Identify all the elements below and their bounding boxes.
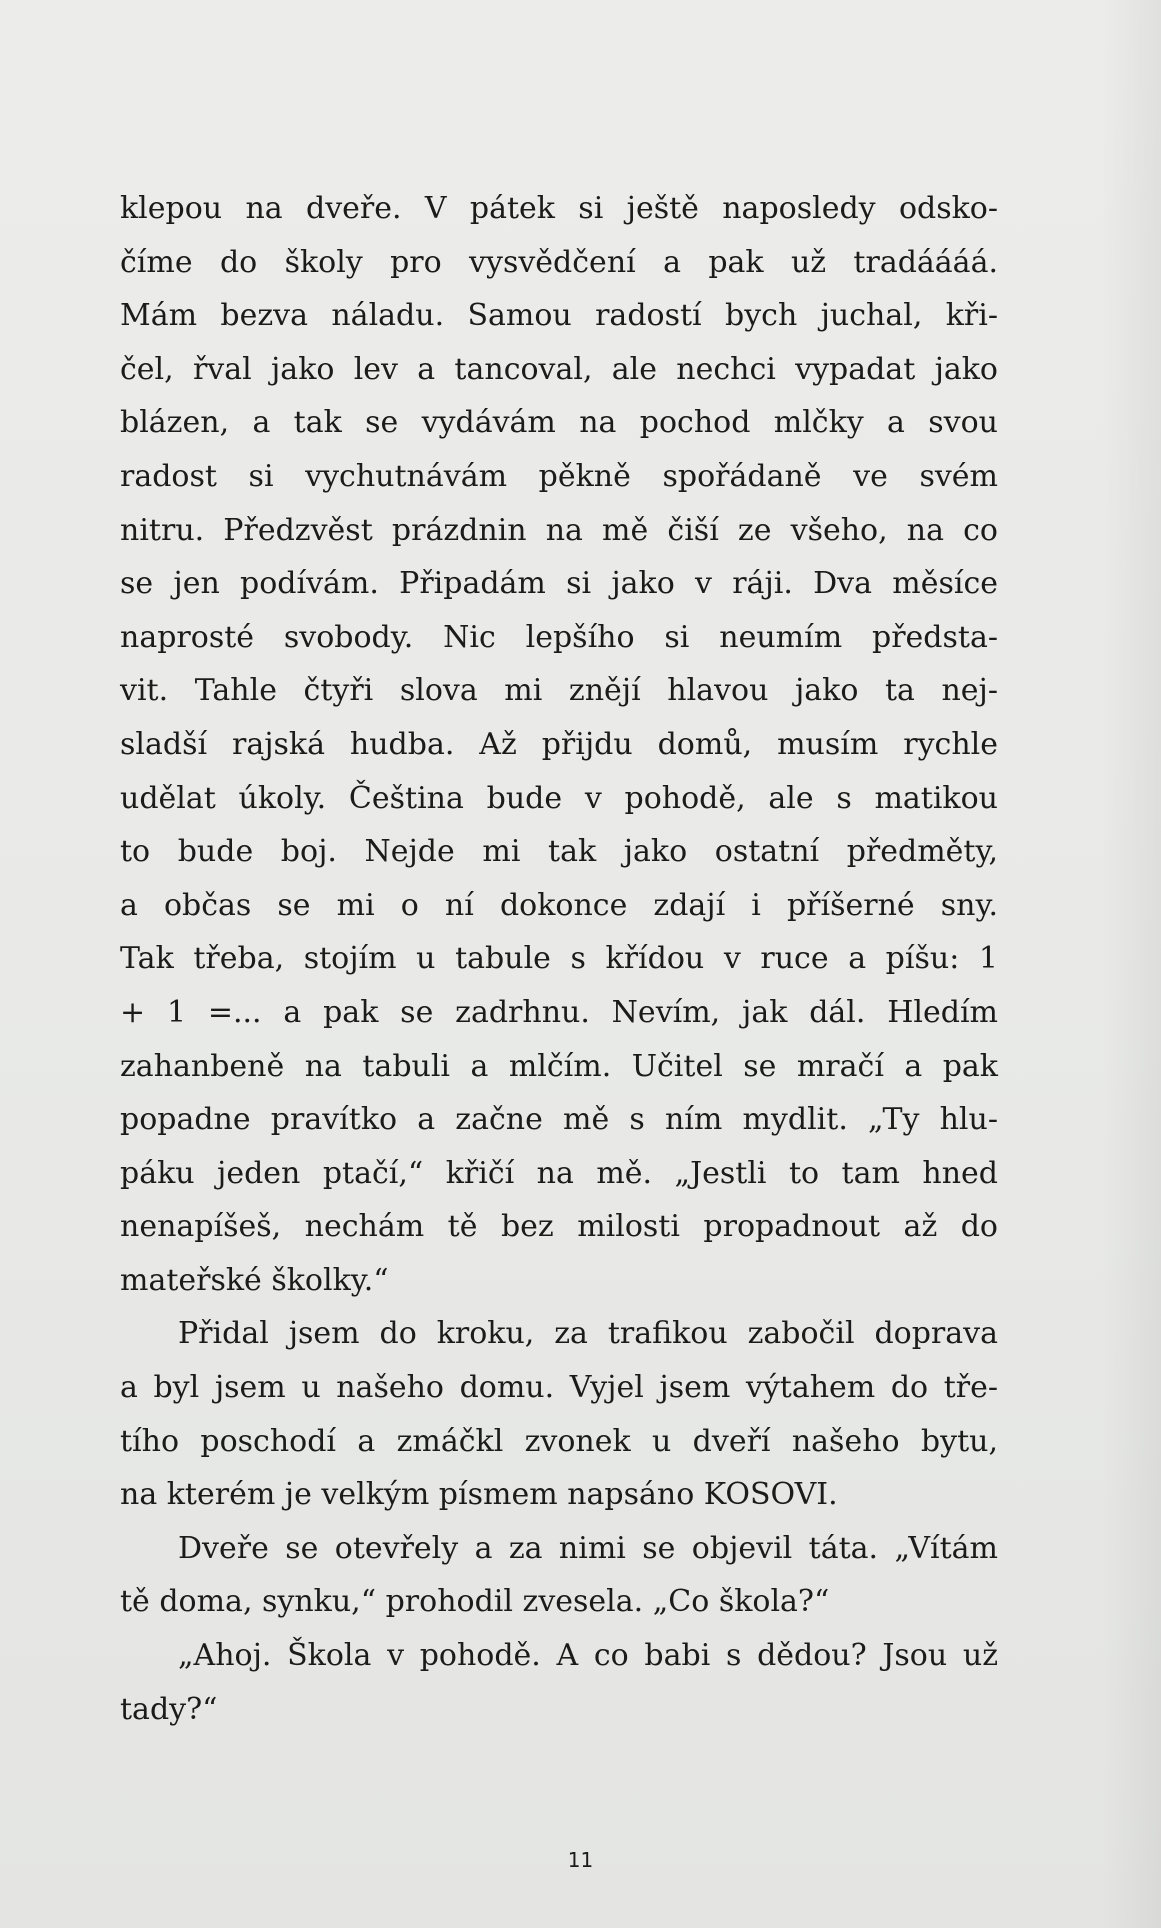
text-line: Tak třeba, stojím u tabule s křídou v ruce a píšu: 1 <box>120 941 998 977</box>
page-number: 11 <box>567 1848 594 1872</box>
text-line: páku jeden ptačí,“ křičí na mě. „Jestli to tam hned <box>120 1155 998 1191</box>
text-line: to bude boj. Nejde mi tak jako ostatní předměty, <box>120 834 998 870</box>
text-line: se jen podívám. Připadám si jako v ráji. Dva měsíce <box>120 566 998 602</box>
text-line: čel, řval jako lev a tancoval, ale nechci vypadat jako <box>120 351 998 387</box>
text-line: radost si vychutnávám pěkně spořádaně ve svém <box>120 458 998 494</box>
text-line: sladší rajská hudba. Až přijdu domů, musím rychle <box>120 726 998 762</box>
text-line: naprosté svobody. Nic lepšího si neumím předsta- <box>120 619 998 655</box>
text-line: mateřské školky.“ <box>120 1262 389 1298</box>
text-line: klepou na dveře. V pátek si ještě naposledy odsko- <box>120 191 998 226</box>
text-line: zahanbeně na tabuli a mlčím. Učitel se mračí a pak <box>120 1048 998 1084</box>
text-line: na kterém je velkým písmem napsáno KOSOVI. <box>120 1477 838 1513</box>
text-line: blázen, a tak se vydávám na pochod mlčky a svou <box>120 405 998 441</box>
text-line: popadne pravítko a začne mě s ním mydlit. „Ty hlu- <box>120 1102 998 1138</box>
text-line: tího poschodí a zmáčkl zvonek u dveří našeho bytu, <box>120 1423 998 1459</box>
body-text <box>120 182 998 1736</box>
text-line: a občas se mi o ní dokonce zdají i příšerné sny. <box>120 887 998 923</box>
text-line: tady?“ <box>120 1691 218 1727</box>
text-line: a byl jsem u našeho domu. Vyjel jsem výtahem do tře- <box>120 1370 998 1406</box>
text-line: udělat úkoly. Čeština bude v pohodě, ale s matikou <box>120 780 998 816</box>
text-line: + 1 =... a pak se zadrhnu. Nevím, jak dál. Hledím <box>120 994 998 1030</box>
text-line: číme do školy pro vysvědčení a pak už tradáááá. <box>120 244 998 280</box>
text-line: vit. Tahle čtyři slova mi znějí hlavou jako ta nej- <box>120 673 998 709</box>
text-line: „Ahoj. Škola v pohodě. A co babi s dědou? Jsou už <box>178 1638 998 1674</box>
text-line: Dveře se otevřely a za nimi se objevil táta. „Vítám <box>178 1530 998 1566</box>
text-line: Přidal jsem do kroku, za trafikou zabočil doprava <box>178 1316 998 1352</box>
text-line: nitru. Předzvěst prázdnin na mě čiší ze všeho, na co <box>120 512 998 548</box>
text-line: tě doma, synku,“ prohodil zvesela. „Co škola?“ <box>120 1584 830 1620</box>
text-line: Mám bezva náladu. Samou radostí bych juchal, kři- <box>120 298 998 334</box>
text-line: nenapíšeš, nechám tě bez milosti propadnout až do <box>120 1209 998 1245</box>
